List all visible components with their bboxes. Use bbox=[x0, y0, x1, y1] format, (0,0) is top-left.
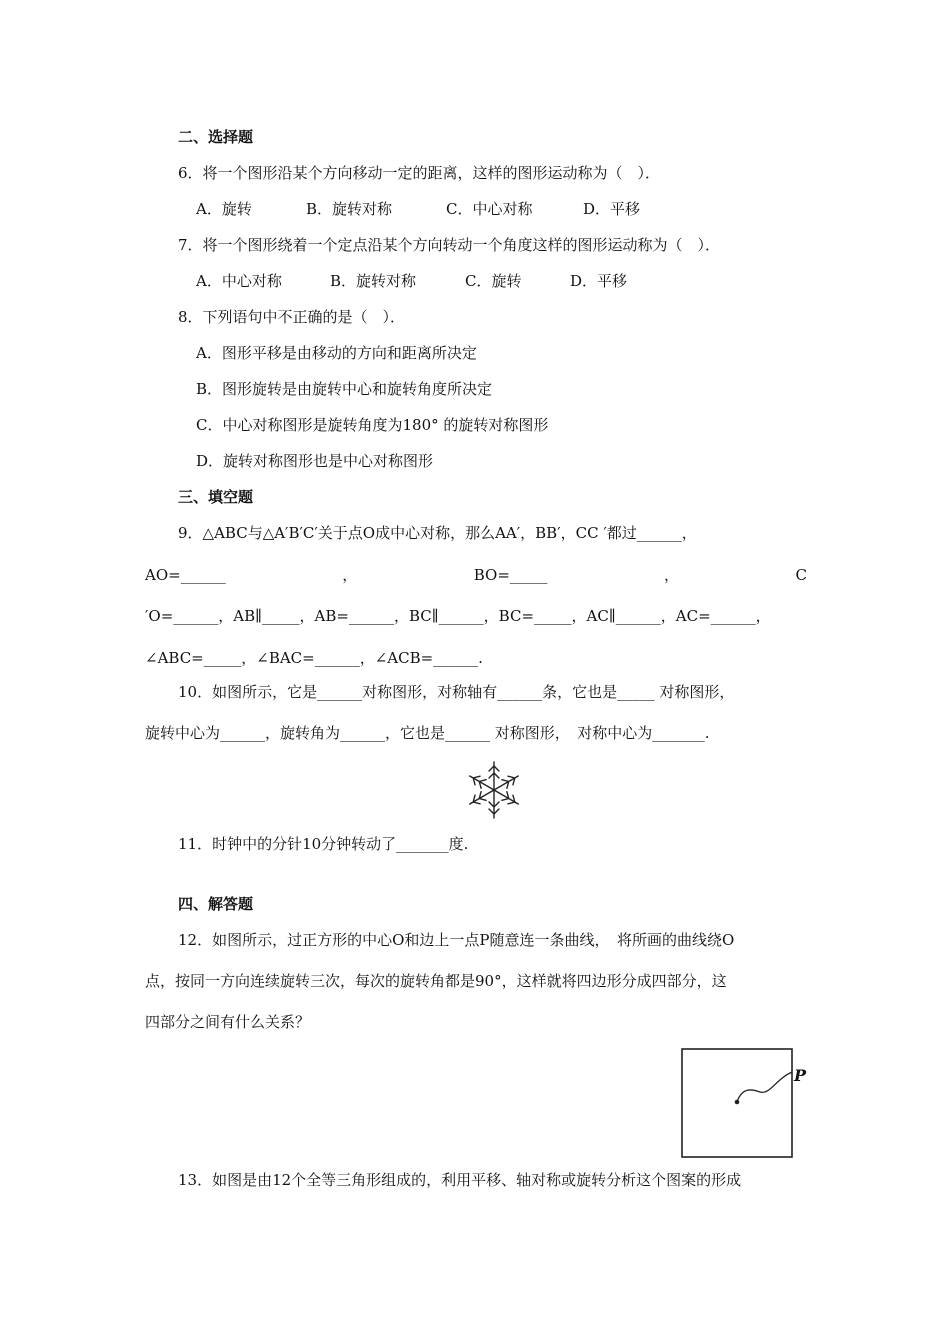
q9-c-letter: C bbox=[795, 566, 807, 584]
section-heading-fill: 三、填空题 bbox=[178, 488, 254, 506]
question-7-stem: 7．将一个图形绕着一个定点沿某个方向转动一个角度这样的图形运动称为（ ）． bbox=[178, 236, 721, 254]
q6-option-c: C．中心对称 bbox=[446, 200, 533, 218]
question-9-line-2 bbox=[145, 565, 807, 585]
question-10-line-2: 旋转中心为______，旋转角为______，它也是______ 对称图形， 对称中心为_______. bbox=[145, 724, 710, 742]
q6-option-d: D．平移 bbox=[583, 200, 641, 218]
question-13: 13．如图是由12个全等三角形组成的，利用平移、轴对称或旋转分析这个图案的形成 bbox=[178, 1171, 742, 1189]
q8-option-c: C．中心对称图形是旋转角度为180° 的旋转对称图形 bbox=[196, 416, 549, 434]
q8-option-b: B．图形旋转是由旋转中心和旋转角度所决定 bbox=[196, 380, 493, 398]
q7-option-b: B．旋转对称 bbox=[330, 272, 417, 290]
q9-comma-1: ， bbox=[342, 566, 358, 584]
question-6-stem: 6．将一个图形沿某个方向移动一定的距离，这样的图形运动称为（ ）． bbox=[178, 164, 661, 182]
q6-option-a: A．旋转 bbox=[196, 200, 252, 218]
q6-option-b: B．旋转对称 bbox=[306, 200, 393, 218]
question-8-stem: 8．下列语句中不正确的是（ ）． bbox=[178, 308, 406, 326]
question-9-line-3: ′O=______，AB∥_____，AB=______，BC∥______，BC=_____，AC∥______，AC=______， bbox=[145, 607, 771, 625]
q9-ao-blank: AO=______ bbox=[145, 566, 226, 584]
q7-option-c: C．旋转 bbox=[465, 272, 522, 290]
question-12-line-1: 12．如图所示，过正方形的中心O和边上一点P随意连一条曲线， 将所画的曲线绕O bbox=[178, 931, 735, 949]
snowflake-figure bbox=[463, 759, 525, 821]
question-12-line-3: 四部分之间有什么关系？ bbox=[145, 1013, 311, 1031]
q9-comma-2: ， bbox=[663, 566, 679, 584]
q8-option-a: A．图形平移是由移动的方向和距离所决定 bbox=[196, 344, 477, 362]
question-9-line-1: 9．△ABC与△A′B′C′关于点O成中心对称，那么AA′，BB′，CC ′都过______， bbox=[178, 524, 697, 542]
section-heading-choice: 二、选择题 bbox=[178, 128, 254, 146]
point-p-label: P bbox=[794, 1066, 807, 1085]
q8-option-d: D．旋转对称图形也是中心对称图形 bbox=[196, 452, 434, 470]
question-9-line-4: ∠ABC=_____，∠BAC=______，∠ACB=______. bbox=[145, 649, 483, 667]
square-curve-figure bbox=[678, 1045, 818, 1161]
question-10-line-1: 10．如图所示，它是______对称图形，对称轴有______条，它也是_____ 对称图形， bbox=[178, 683, 735, 701]
section-heading-answer: 四、解答题 bbox=[178, 895, 254, 913]
question-11: 11．时钟中的分针10分钟转动了_______度. bbox=[178, 835, 469, 853]
q7-option-d: D．平移 bbox=[570, 272, 628, 290]
q9-bo-blank: BO=_____ bbox=[473, 566, 548, 584]
q7-option-a: A．中心对称 bbox=[196, 272, 282, 290]
question-12-line-2: 点，按同一方向连续旋转三次，每次的旋转角都是90°，这样就将四边形分成四部分，这 bbox=[145, 972, 727, 990]
